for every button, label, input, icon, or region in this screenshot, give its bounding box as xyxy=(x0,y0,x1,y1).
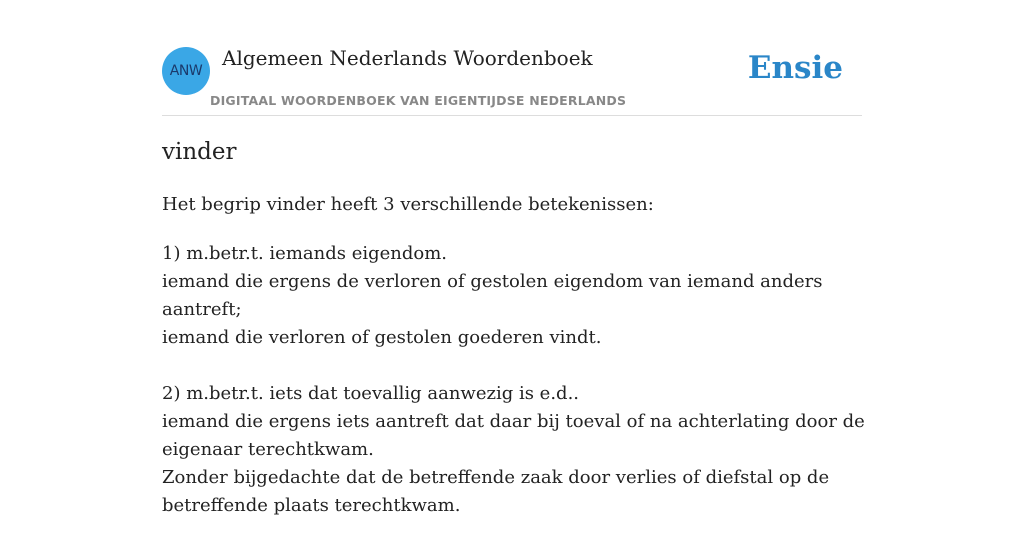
definition-line: Zonder bijgedachte dat de betreffende zaak door verlies of diefstal op de betreffende plaats terechtkwam. xyxy=(162,467,830,516)
page xyxy=(162,0,865,516)
definition-line: iemand die ergens de verloren of gestolen eigendom van iemand anders aantreft; xyxy=(162,271,823,320)
definition-line: iemand die verloren of gestolen goederen vindt. xyxy=(162,327,602,348)
definition-1 xyxy=(162,240,867,352)
definition-2 xyxy=(162,380,867,520)
logo-text: ANW xyxy=(169,63,203,79)
definition-line: 1) m.betr.t. iemands eigendom. xyxy=(162,243,448,264)
site-header xyxy=(162,0,862,116)
site-title[interactable]: Algemeen Nederlands Woordenboek xyxy=(222,46,593,70)
anw-logo[interactable] xyxy=(162,47,210,95)
intro-text: Het begrip vinder heeft 3 verschillende betekenissen: xyxy=(162,194,654,215)
site-subtitle: DIGITAAL WOORDENBOEK VAN EIGENTIJDSE NEDERLANDS xyxy=(210,93,627,108)
word-title: vinder xyxy=(162,139,237,165)
ensie-brand-link[interactable]: Ensie xyxy=(747,50,843,86)
definition-line: iemand die ergens iets aantreft dat daar bij toeval of na achterlating door de eigenaar terechtkwam. xyxy=(162,411,865,460)
definitions-list xyxy=(162,240,867,548)
definition-line: 2) m.betr.t. iets dat toevallig aanwezig is e.d.. xyxy=(162,383,580,404)
